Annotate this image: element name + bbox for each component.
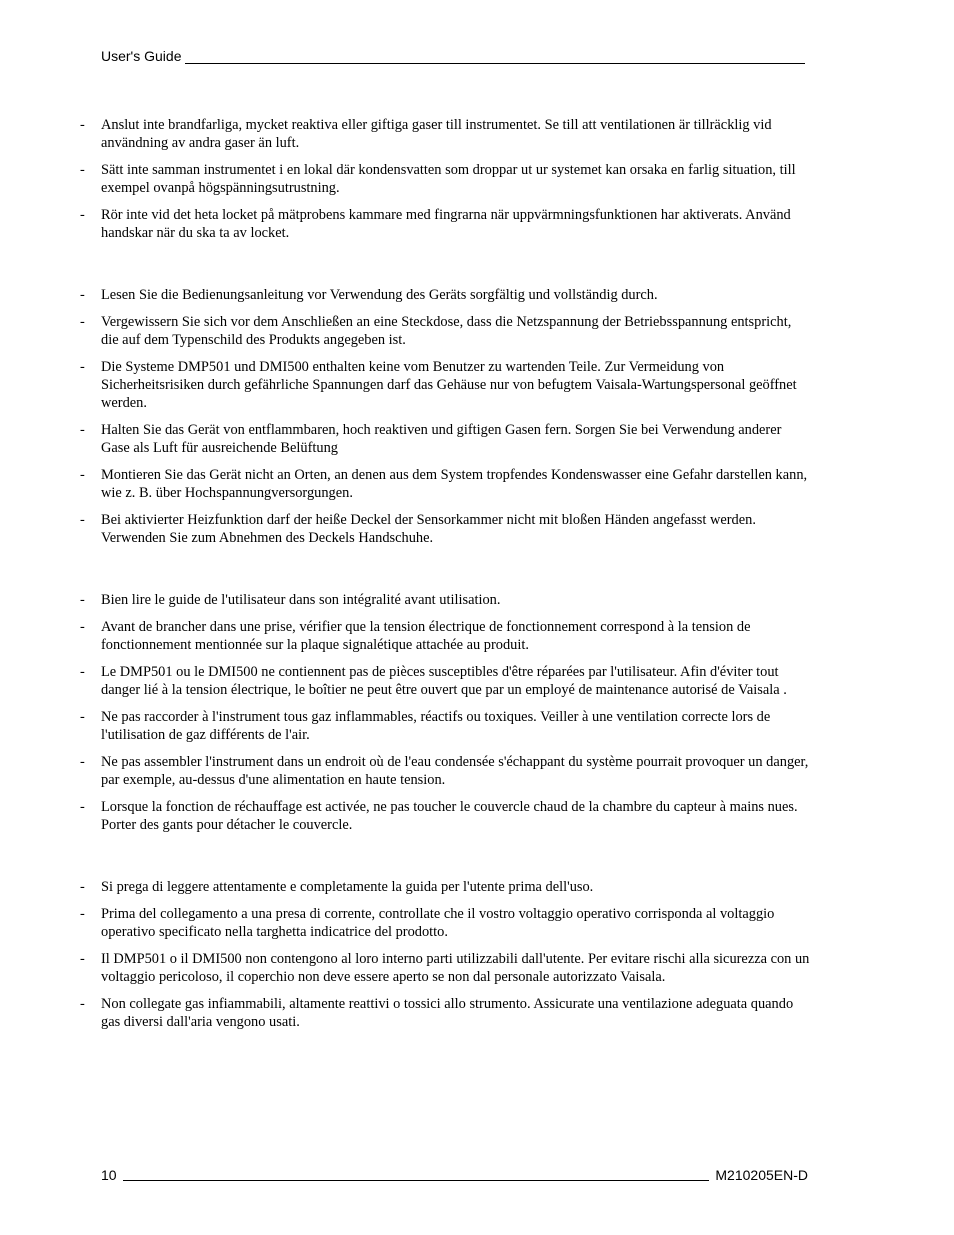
document-code: M210205EN-D xyxy=(715,1167,808,1183)
list-item: - Avant de brancher dans une prise, vérifier que la tension électrique de fonctionnement correspond à la tension de fonctionnement mentionnée sur la plaque signalétique attachée au produit. xyxy=(80,619,751,653)
list-item: - Si prega di leggere attentamente e completamente la guida per l'utente prima dell'uso. xyxy=(80,879,594,895)
list-item: - Le DMP501 ou le DMI500 ne contiennent pas de pièces susceptibles d'être réparées par l'utilisateur. Afin d'éviter tout danger lié à la tension électrique, le boîtier ne peut être ouvert que par un employé de maintenance autorisé de Vaisala . xyxy=(80,664,787,698)
header-title: User's Guide xyxy=(101,48,182,64)
list-item: - Non collegate gas infiammabili, altamente reattivi o tossici allo strumento. Assicurate una ventilazione adeguata quando gas diversi dall'aria vengono usati. xyxy=(80,996,794,1030)
list-item: - Die Systeme DMP501 und DMI500 enthalten keine vom Benutzer zu wartenden Teile. Zur Vermeidung von Sicherheitsrisiken durch gefährliche Spannungen darf das Gehäuse nur von befugtem Vaisala-Wartungspersonal geöffnet werden. xyxy=(80,359,797,411)
list-item: - Il DMP501 o il DMI500 non contengono al loro interno parti utilizzabili dall'utente. Per evitare rischi alla sicurezza con un voltaggio pericoloso, il coperchio non deve essere aperto se non dal personale autorizzato Vaisala. xyxy=(80,951,810,985)
page-header xyxy=(101,48,805,64)
list-item: - Montieren Sie das Gerät nicht an Orten, an denen aus dem System tropfendes Kondenswasser eine Gefahr darstellen kann, wie z. B. über Hochspannungversorgungen. xyxy=(80,467,808,501)
list-item: - Anslut inte brandfarliga, mycket reaktiva eller giftiga gaser till instrumentet. Se till att ventilationen är tillräcklig vid användning av andra gaser än luft. xyxy=(80,117,772,151)
section-french xyxy=(80,591,810,834)
list-item: - Halten Sie das Gerät von entflammbaren, hoch reaktiven und giftigen Gasen fern. Sorgen Sie bei Verwendung anderer Gase als Luft für ausreichende Belüftung xyxy=(80,422,782,456)
list-item: - Bien lire le guide de l'utilisateur dans son intégralité avant utilisation. xyxy=(80,592,501,608)
list-item: - Ne pas raccorder à l'instrument tous gaz inflammables, réactifs ou toxiques. Veiller à une ventilation correcte lors de l'utilisation de gaz différents de l'air. xyxy=(80,709,771,743)
list-item: - Ne pas assembler l'instrument dans un endroit où de l'eau condensée s'échappant du système pourrait provoquer un danger, par exemple, au-dessus d'une alimentation en haute tension. xyxy=(80,754,809,788)
safety-content xyxy=(80,116,810,1040)
list-item: - Vergewissern Sie sich vor dem Anschließen an eine Steckdose, dass die Netzspannung der Betriebsspannung entspricht, die auf dem Typenschild des Produkts angegeben ist. xyxy=(80,314,792,348)
list-item: - Lorsque la fonction de réchauffage est activée, ne pas toucher le couvercle chaud de la chambre du capteur à mains nues. Porter des gants pour détacher le couvercle. xyxy=(80,799,798,833)
page-number: 10 xyxy=(101,1167,117,1183)
page-footer xyxy=(101,1166,808,1183)
section-swedish xyxy=(80,116,810,242)
list-item: - Sätt inte samman instrumentet i en lokal där kondensvatten som droppar ut ur systemet kan orsaka en farlig situation, till exempel ovanpå högspänningsutrustning. xyxy=(80,162,796,196)
list-item: - Rör inte vid det heta locket på mätprobens kammare med fingrarna när uppvärmningsfunktionen har aktiverats. Använd handskar när du ska ta av locket. xyxy=(80,207,791,241)
section-german xyxy=(80,286,810,547)
section-italian xyxy=(80,878,810,1031)
list-item: - Lesen Sie die Bedienungsanleitung vor Verwendung des Geräts sorgfältig und vollständig durch. xyxy=(80,287,658,303)
footer-rule xyxy=(123,1166,710,1181)
list-item: - Prima del collegamento a una presa di corrente, controllate che il vostro voltaggio operativo corrisponda al voltaggio operativo specificato nella targhetta indicatrice del prodotto. xyxy=(80,906,775,940)
list-item: - Bei aktivierter Heizfunktion darf der heiße Deckel der Sensorkammer nicht mit bloßen Händen angefasst werden. Verwenden Sie zum Abnehmen des Deckels Handschuhe. xyxy=(80,512,756,546)
header-rule xyxy=(185,49,805,64)
